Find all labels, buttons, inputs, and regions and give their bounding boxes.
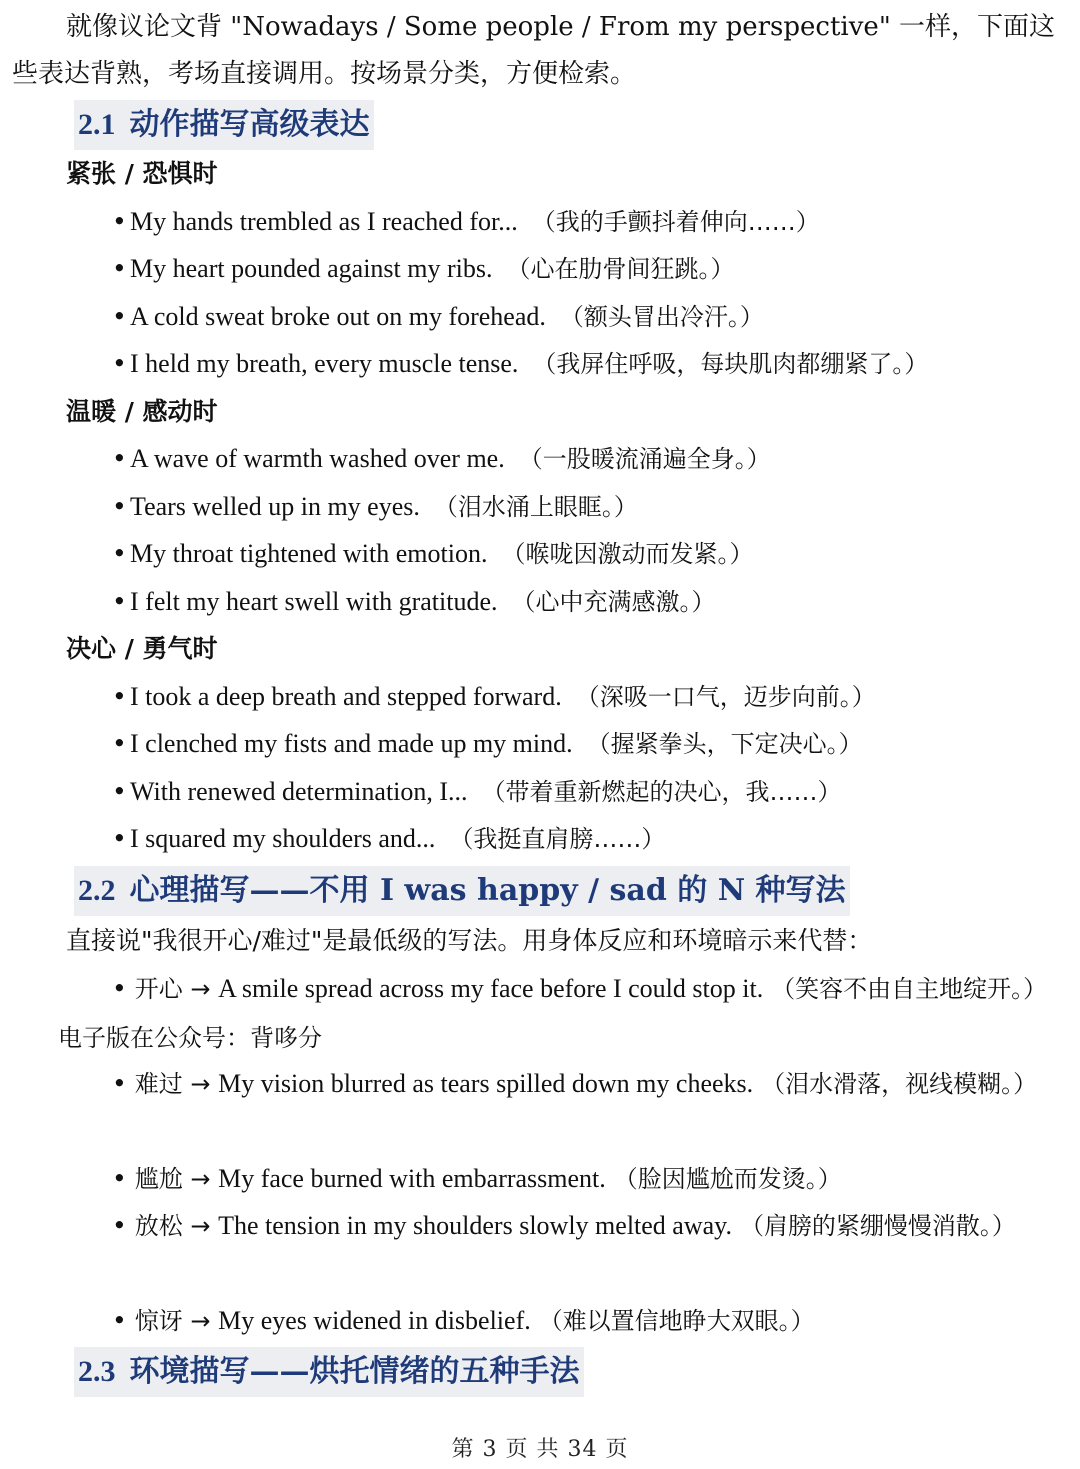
english-phrase: A cold sweat broke out on my forehead.	[130, 302, 546, 331]
english-phrase: I felt my heart swell with gratitude.	[130, 587, 498, 616]
english-phrase: The tension in my shoulders slowly melted away.	[218, 1211, 732, 1240]
list-item	[58, 1297, 1070, 1346]
bullet-icon: •	[112, 207, 127, 236]
bullet-icon: •	[112, 587, 127, 616]
english-phrase: My face burned with embarrassment.	[218, 1164, 606, 1193]
chinese-translation: （笑容不由自主地绽开。）电子版在公众号：背哆分	[58, 975, 1048, 1052]
chinese-translation: （心中充满感激。）	[511, 588, 716, 616]
bullet-icon: •	[112, 492, 127, 521]
chinese-translation: （额头冒出冷汗。）	[559, 303, 764, 331]
english-phrase: A wave of warmth washed over me.	[130, 444, 505, 473]
chinese-translation: （一股暖流涌遍全身。）	[518, 445, 771, 473]
list-item	[112, 582, 716, 622]
chinese-translation: （脸因尴尬而发烫。）	[613, 1165, 842, 1193]
chinese-translation: （心在肋骨间狂跳。）	[506, 255, 735, 283]
chinese-translation: （喉咙因激动而发紧。）	[501, 540, 754, 568]
bullet-icon: •	[112, 824, 127, 853]
section-number: 2.1	[78, 108, 116, 141]
chinese-translation: （难以置信地睁大双眼。）	[538, 1307, 815, 1335]
bullet-icon: •	[112, 1211, 135, 1240]
bullet-icon: •	[112, 682, 127, 711]
english-phrase: My hands trembled as I reached for...	[130, 207, 518, 236]
bullet-icon: •	[112, 302, 127, 331]
list-item	[112, 772, 842, 812]
emotion-keyword: 难过 →	[134, 1070, 219, 1098]
list-item	[58, 965, 1070, 1062]
emotion-keyword: 放松 →	[134, 1212, 219, 1240]
list-item	[112, 819, 665, 859]
chinese-translation: （深吸一口气，迈步向前。）	[575, 683, 876, 711]
english-phrase: My heart pounded against my ribs.	[130, 254, 493, 283]
section-title: 动作描写高级表达	[129, 107, 370, 142]
bullet-icon: •	[112, 1306, 135, 1335]
list-item	[112, 344, 928, 384]
list-item	[58, 1155, 1070, 1204]
list-item	[112, 487, 638, 527]
chinese-translation: （泪水滑落，视线模糊。）	[761, 1070, 1038, 1098]
english-phrase: Tears welled up in my eyes.	[130, 492, 420, 521]
subheading-warm: 温暖 / 感动时	[66, 397, 218, 426]
section-lead-text: 直接说"我很开心/难过"是最低级的写法。用身体反应和环境暗示来代替：	[66, 926, 873, 955]
chinese-translation: （肩膀的紧绷慢慢消散。）	[739, 1212, 1016, 1240]
list-item	[112, 677, 876, 717]
emotion-keyword: 惊讶 →	[134, 1307, 219, 1335]
list-item	[112, 724, 863, 764]
english-phrase: I squared my shoulders and...	[130, 824, 436, 853]
chinese-translation: （我挺直肩膀……）	[449, 825, 666, 853]
english-phrase: My eyes widened in disbelief.	[218, 1306, 531, 1335]
english-phrase: I took a deep breath and stepped forward.	[130, 682, 562, 711]
section-title: 心理描写——不用 I was happy / sad 的 N 种写法	[129, 873, 846, 908]
chinese-translation: （我的手颤抖着伸向……）	[531, 208, 820, 236]
emotion-keyword: 尴尬 →	[134, 1165, 219, 1193]
chinese-translation: （我屏住呼吸，每块肌肉都绷紧了。）	[532, 350, 929, 378]
intro-paragraph: 就像议论文背 "Nowadays / Some people / From my perspective" 一样，下面这些表达背熟，考场直接调用。按场景分类，方便检索。	[12, 12, 1056, 89]
list-item	[112, 297, 764, 337]
subheading-nervous: 紧张 / 恐惧时	[66, 159, 218, 188]
section-title: 环境描写——烘托情绪的五种手法	[129, 1354, 580, 1389]
english-phrase: My vision blurred as tears spilled down my cheeks.	[218, 1069, 754, 1098]
list-item	[58, 1060, 1070, 1109]
chinese-translation: （握紧拳头，下定决心。）	[586, 730, 863, 758]
section-heading-2-1	[74, 100, 374, 150]
bullet-icon: •	[112, 444, 127, 473]
section-number: 2.2	[78, 874, 116, 907]
english-phrase: With renewed determination, I...	[130, 777, 468, 806]
bullet-icon: •	[112, 777, 127, 806]
chinese-translation: （带着重新燃起的决心，我……）	[481, 778, 842, 806]
section-heading-2-2	[74, 866, 850, 916]
page-footer: 第 3 页 共 34 页	[451, 1437, 629, 1462]
list-item	[112, 534, 753, 574]
subheading-courage: 决心 / 勇气时	[66, 634, 218, 663]
bullet-icon: •	[112, 254, 127, 283]
english-phrase: A smile spread across my face before I could stop it.	[218, 974, 764, 1003]
emotion-keyword: 开心 →	[134, 975, 219, 1003]
bullet-icon: •	[112, 1069, 135, 1098]
bullet-icon: •	[112, 974, 135, 1003]
chinese-translation: （泪水涌上眼眶。）	[433, 493, 638, 521]
english-phrase: I held my breath, every muscle tense.	[130, 349, 519, 378]
list-item	[112, 439, 771, 479]
list-item	[112, 202, 820, 242]
english-phrase: I clenched my fists and made up my mind.	[130, 729, 573, 758]
bullet-icon: •	[112, 349, 127, 378]
english-phrase: My throat tightened with emotion.	[130, 539, 488, 568]
section-heading-2-3	[74, 1347, 584, 1397]
bullet-icon: •	[112, 729, 127, 758]
section-number: 2.3	[78, 1355, 116, 1388]
bullet-icon: •	[112, 539, 127, 568]
list-item	[112, 249, 735, 289]
list-item	[58, 1202, 1070, 1251]
bullet-icon: •	[112, 1164, 135, 1193]
